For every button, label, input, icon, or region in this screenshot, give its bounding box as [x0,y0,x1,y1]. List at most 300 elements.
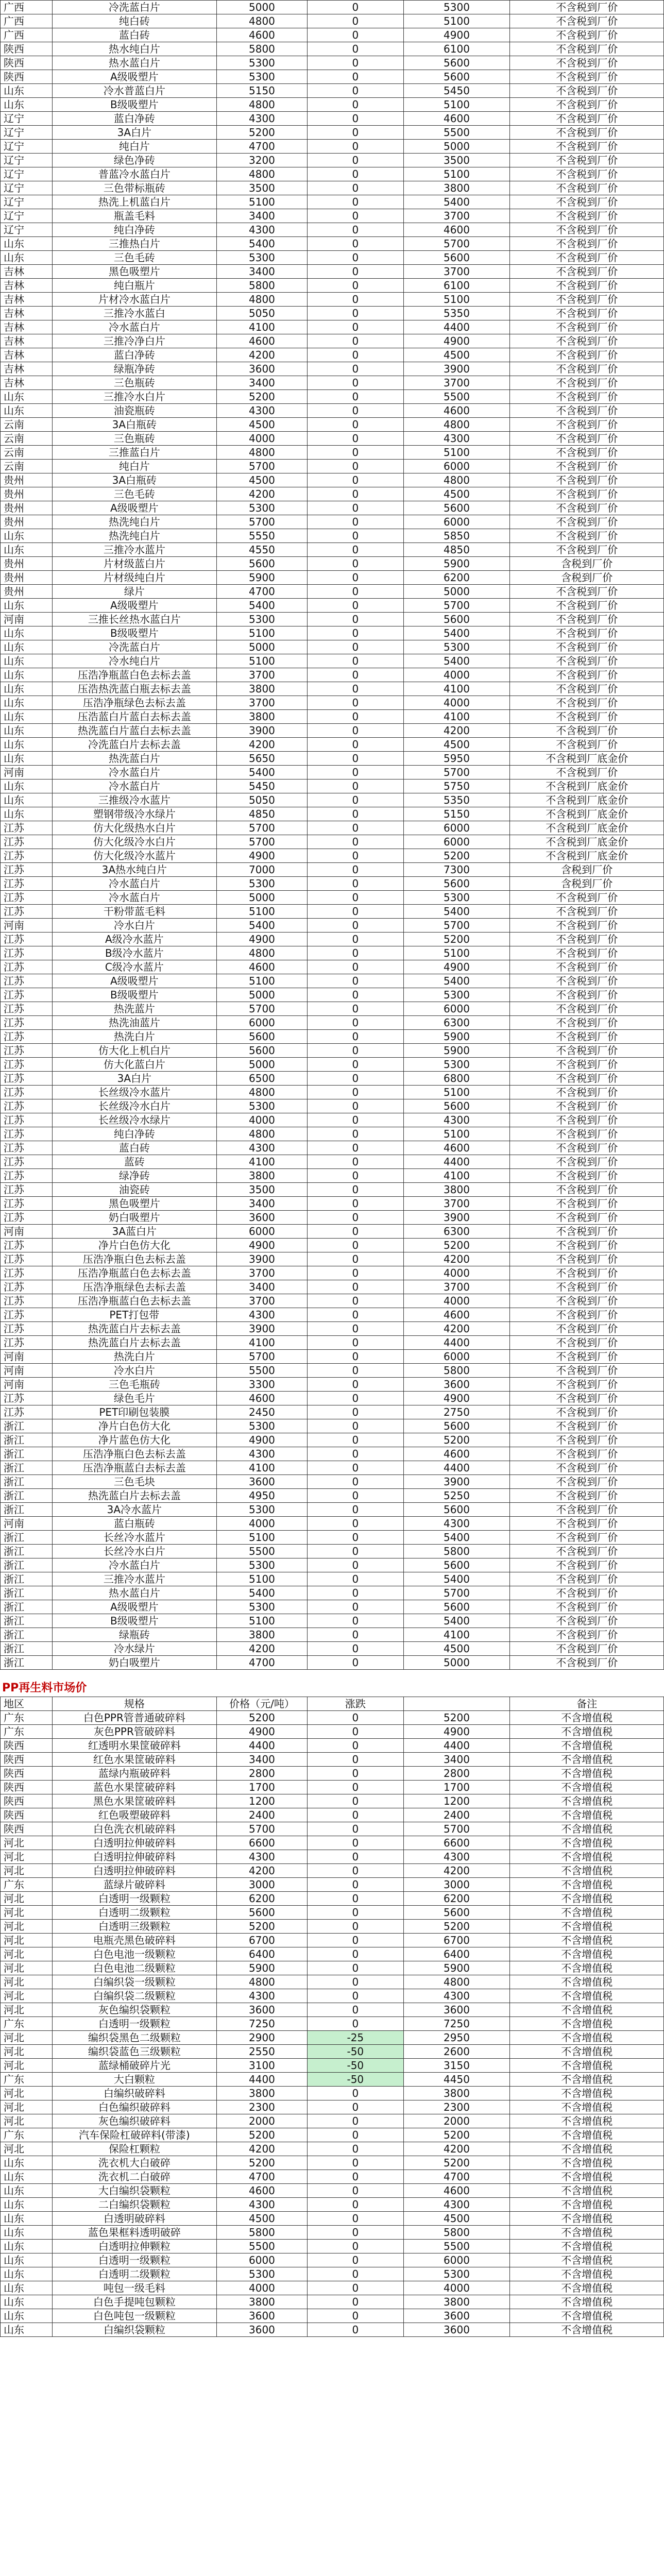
pp-row-cell: 不含增值税 [510,2142,664,2156]
pet-row-cell: 冷水蓝白片 [52,877,216,891]
pet-row-cell: 贵州 [1,571,53,585]
pet-row [1,946,664,960]
pet-row [1,473,664,487]
pet-row [1,1642,664,1656]
pet-row-cell: 4800 [403,418,510,432]
pet-row-cell: 不含税到厂价 [510,1197,664,1211]
pet-row [1,390,664,404]
pp-row [1,1975,664,1989]
pet-row [1,1058,664,1072]
pet-row-cell: 4400 [403,1336,510,1350]
pet-row-cell: 奶白吸塑片 [52,1656,216,1670]
pet-row-cell: 5350 [403,307,510,320]
pet-row-cell: 冷水白片 [52,1364,216,1378]
pp-row [1,1794,664,1808]
pp-row-cell: 4300 [403,1989,510,2003]
pet-row-cell: 不含税到厂价 [510,738,664,752]
pet-row-cell: 0 [308,167,403,181]
pet-row-cell: 不含税到厂价 [510,265,664,279]
pet-row-cell: 不含税到厂价 [510,919,664,933]
pp-row-cell: 汽车保险杠破碎料(带漆) [52,2128,216,2142]
pet-row-cell: 不含税到厂价 [510,1099,664,1113]
pet-row-cell: 江苏 [1,1183,53,1197]
pet-row-cell: 热水纯白片 [52,42,216,56]
pp-row [1,1767,664,1781]
pet-row-cell: 4300 [216,1308,307,1322]
pp-row-cell: 0 [308,2017,403,2031]
pp-header-cell: 涨跌 [308,1697,403,1711]
pet-row-cell: 0 [308,1350,403,1364]
pet-row-cell: 0 [308,1642,403,1656]
pet-row-cell: 4000 [216,432,307,446]
pet-row-cell: 不含税到厂底金价 [510,807,664,821]
pp-row-cell: 5700 [216,1822,307,1836]
pet-row-cell: 浙江 [1,1475,53,1489]
pp-row-cell: 不含增值税 [510,1808,664,1822]
pet-row-cell: 河南 [1,613,53,626]
pet-row [1,320,664,334]
pp-row-cell: 不含增值税 [510,2059,664,2073]
pet-row-cell: 5800 [216,279,307,293]
pet-row-cell: 不含税到厂价 [510,1211,664,1225]
pet-row-cell: 吉林 [1,362,53,376]
pp-row-cell: 0 [308,1711,403,1725]
pp-row-cell: 河北 [1,1836,53,1850]
pet-row-cell: 不含税到厂价 [510,654,664,668]
pp-row-cell: 蓝色水果筐破碎料 [52,1781,216,1794]
pp-row-cell: 白透明二级颗粒 [52,1906,216,1920]
pet-row-cell: 3400 [216,265,307,279]
pet-row-cell: 不含税到厂价 [510,501,664,515]
pp-row-cell: 5900 [216,1961,307,1975]
pet-row [1,404,664,418]
pet-row-cell: 不含税到厂价 [510,543,664,557]
pp-row-cell: 0 [308,1781,403,1794]
pet-row-cell: 5450 [216,779,307,793]
pet-row-cell: 河南 [1,1225,53,1239]
pet-row [1,1030,664,1044]
pet-row [1,460,664,473]
pet-row-cell: A级吸塑片 [52,1600,216,1614]
pet-row-cell: 不含税到厂价 [510,1447,664,1461]
pet-row-cell: 三推冷水蓝白 [52,307,216,320]
pet-row-cell: 0 [308,571,403,585]
pet-row-cell: 贵州 [1,487,53,501]
pet-row-cell: 不含税到厂价 [510,1225,664,1239]
pet-row-cell: 0 [308,933,403,946]
pp-row [1,2059,664,2073]
pet-row [1,1016,664,1030]
pet-row-cell: 0 [308,223,403,237]
pet-row-cell: 不含税到厂价 [510,668,664,682]
pet-row-cell: 江苏 [1,877,53,891]
pet-row-cell: 0 [308,418,403,432]
pet-row-cell: 不含税到厂价 [510,1113,664,1127]
pet-row-cell: 5300 [403,891,510,905]
pp-row-cell: 0 [308,2114,403,2128]
pp-row-cell: 不含增值税 [510,2226,664,2240]
pp-row-cell: 5700 [403,1822,510,1836]
pp-row-cell: 不含增值税 [510,2100,664,2114]
pet-row-cell: 3700 [216,696,307,710]
pp-row-cell: 6700 [216,1934,307,1947]
pp-row-cell: 白色手提吨包颗粒 [52,2295,216,2309]
pet-row-cell: 6500 [216,1072,307,1086]
pp-row [1,1920,664,1934]
pp-row-cell: 保险杠颗粒 [52,2142,216,2156]
pet-row [1,821,664,835]
pet-row-cell: 6000 [403,1002,510,1016]
pet-row-cell: 5100 [403,446,510,460]
pp-header-cell: 规格 [52,1697,216,1711]
pet-row [1,1183,664,1197]
pet-row-cell: 5800 [216,42,307,56]
pet-row-cell: 含税到厂价 [510,557,664,571]
pet-row-cell: 0 [308,682,403,696]
pet-row [1,1628,664,1642]
pet-row-cell: 三色瓶砖 [52,432,216,446]
pet-row [1,307,664,320]
pet-row-cell: 长丝冷水蓝片 [52,1531,216,1545]
pp-row-cell: 4300 [403,1850,510,1864]
pet-row-cell: 不含税到厂价 [510,140,664,154]
pet-row-cell: 不含税到厂价 [510,56,664,70]
pet-row-cell: 三色毛瓶砖 [52,1378,216,1392]
pet-row-cell: 不含税到厂价 [510,1322,664,1336]
pp-row [1,1961,664,1975]
pp-price-table [0,1697,664,2337]
pet-row-cell: 山东 [1,84,53,98]
pp-row-cell: 4000 [216,2281,307,2295]
pet-row-cell: 不含税到厂价 [510,84,664,98]
pet-row-cell: 浙江 [1,1614,53,1628]
pp-row-cell: 4200 [403,2142,510,2156]
pet-row [1,1211,664,1225]
pet-row-cell: 5900 [403,1030,510,1044]
pet-row-cell: 3800 [216,682,307,696]
pp-row [1,2198,664,2212]
pet-row-cell: A级吸塑片 [52,70,216,84]
pet-row-cell: 片材级蓝白片 [52,557,216,571]
pp-row-cell: 河北 [1,1961,53,1975]
pet-row-cell: 5600 [216,1044,307,1058]
pp-row-cell: 4500 [403,2212,510,2226]
pet-row-cell: 不含税到厂价 [510,195,664,209]
pp-row-cell: 不含增值税 [510,2017,664,2031]
pet-row-cell: 3800 [403,1183,510,1197]
pet-row-cell: 3600 [216,1475,307,1489]
pet-row-cell: 普蓝冷水蓝白片 [52,167,216,181]
pet-row-cell: 0 [308,1155,403,1169]
pet-row-cell: 吉林 [1,334,53,348]
pet-row-cell: 不含税到厂价 [510,585,664,599]
pp-row-cell: 白透明二级颗粒 [52,2267,216,2281]
pp-row-cell: -50 [308,2059,403,2073]
pet-row-cell: 4600 [216,334,307,348]
pet-row-cell: 3400 [216,1197,307,1211]
pet-row-cell: 贵州 [1,585,53,599]
pp-row-cell: -50 [308,2045,403,2059]
pet-row-cell: 江苏 [1,1308,53,1322]
pet-row-cell: 0 [308,557,403,571]
pp-row-cell: 灰色PPR管破碎料 [52,1725,216,1739]
pet-row-cell: A级吸塑片 [52,974,216,988]
pet-row [1,1364,664,1378]
pp-row-cell: 0 [308,2295,403,2309]
pet-row-cell: 5600 [403,1099,510,1113]
pet-row-cell: 0 [308,1531,403,1545]
pet-row-cell: 冷水蓝白片 [52,891,216,905]
pet-row-cell: 吉林 [1,307,53,320]
pet-row-cell: 0 [308,84,403,98]
pet-row [1,1405,664,1419]
pet-row-cell: 5350 [403,793,510,807]
pet-row-cell: 0 [308,1475,403,1489]
pet-row-cell: 江苏 [1,1280,53,1294]
pet-row [1,557,664,571]
pp-row-cell: 广东 [1,2017,53,2031]
pp-row-cell: 河北 [1,1920,53,1934]
pet-row-cell: 冷洗蓝白片 [52,640,216,654]
pet-row-cell: 江苏 [1,1322,53,1336]
pet-row [1,724,664,738]
pet-row-cell: 河南 [1,1517,53,1531]
pet-row-cell: 江苏 [1,1239,53,1252]
pet-row-cell: 5500 [216,1364,307,1378]
pet-row-cell: 6000 [216,1016,307,1030]
pet-row-cell: 3A白片 [52,1072,216,1086]
pet-row-cell: 纯白砖 [52,14,216,28]
pp-row-cell: 不含增值税 [510,2281,664,2295]
pet-row-cell: 4000 [216,1517,307,1531]
pp-row-cell: 5200 [216,2156,307,2170]
pet-row [1,1531,664,1545]
pp-row-cell: 白编织袋颗粒 [52,2323,216,2337]
pet-row-cell: 5750 [403,779,510,793]
pet-row-cell: 4100 [216,320,307,334]
pp-header-cell: 地区 [1,1697,53,1711]
pet-row-cell: 热水蓝白片 [52,1586,216,1600]
pet-row-cell: 4700 [216,140,307,154]
pet-row [1,1141,664,1155]
pp-row-cell: 6000 [403,2253,510,2267]
pet-row [1,265,664,279]
pet-row-cell: 0 [308,1558,403,1572]
pet-row-cell: 瓶盖毛料 [52,209,216,223]
pet-row-cell: 不含税到厂价 [510,1169,664,1183]
pet-row-cell: 0 [308,279,403,293]
pet-row-cell: 江苏 [1,1392,53,1405]
pp-row-cell: 白透明拉伸破碎料 [52,1864,216,1878]
pet-row-cell: 不含税到厂价 [510,251,664,265]
pet-row-cell: 不含税到厂价 [510,1419,664,1433]
pet-row-cell: 冷洗蓝白片 [52,1,216,14]
pet-row [1,919,664,933]
pet-row-cell: 0 [308,668,403,682]
pet-row-cell: 0 [308,1503,403,1517]
pet-row-cell: 浙江 [1,1419,53,1433]
pet-row-cell: 不含税到厂价 [510,988,664,1002]
pp-row-cell: 0 [308,1947,403,1961]
pet-row-cell: 6000 [403,460,510,473]
pp-row-cell: 7250 [403,2017,510,2031]
pp-row-cell: 黑色水果筐破碎料 [52,1794,216,1808]
pet-row-cell: 5600 [403,1419,510,1433]
pet-row-cell: 热洗蓝片 [52,1002,216,1016]
pp-row [1,1864,664,1878]
pp-row-cell: 4600 [403,2184,510,2198]
pp-row [1,1878,664,1892]
pet-row-cell: 5100 [403,1086,510,1099]
pp-row-cell: 2400 [216,1808,307,1822]
pp-row-cell: 河北 [1,1989,53,2003]
pet-row-cell: 4200 [216,738,307,752]
pet-row-cell: 片材冷水蓝白片 [52,293,216,307]
pet-row-cell: 热水蓝白片 [52,56,216,70]
pp-row-cell: 4700 [216,2170,307,2184]
pp-section-title: PP再生料市场价 [2,1682,87,1694]
pet-row-cell: 0 [308,28,403,42]
pet-row-cell: 0 [308,195,403,209]
pet-row-cell: A级冷水蓝片 [52,933,216,946]
pet-row-cell: 不含税到厂价 [510,334,664,348]
pet-row-cell: 3A白瓶砖 [52,418,216,432]
pet-row-cell: 长丝级冷水蓝片 [52,1086,216,1099]
pet-row-cell: 5700 [216,835,307,849]
pp-row [1,1892,664,1906]
pet-row-cell: 4000 [403,696,510,710]
pet-row-cell: 0 [308,126,403,140]
pp-row [1,2073,664,2087]
pet-row-cell: 5550 [216,529,307,543]
pet-row-cell: 不含税到厂价 [510,599,664,613]
pet-row-cell: 0 [308,293,403,307]
pet-row-cell: 冷水蓝白片 [52,766,216,779]
pet-row-cell: 河南 [1,919,53,933]
pet-row-cell: 5150 [403,807,510,821]
pet-row-cell: 4200 [216,487,307,501]
pet-row [1,571,664,585]
pp-row-cell: 1700 [216,1781,307,1794]
pet-row [1,793,664,807]
pet-row [1,1392,664,1405]
pet-row-cell: 江苏 [1,1141,53,1155]
pet-row-cell: 3600 [216,362,307,376]
pet-row-cell: 0 [308,251,403,265]
pet-row-cell: 浙江 [1,1531,53,1545]
pet-row [1,126,664,140]
pet-row-cell: 江苏 [1,960,53,974]
pp-row-cell: 白色编织破碎料 [52,2100,216,2114]
pet-row-cell: 贵州 [1,557,53,571]
pp-row-cell: 1700 [403,1781,510,1794]
pet-row-cell: 江苏 [1,1113,53,1127]
pet-row [1,835,664,849]
pp-row-cell: 5200 [216,1920,307,1934]
pet-row [1,1350,664,1364]
pet-row-cell: 绿片 [52,585,216,599]
pet-row-cell: 不含税到厂价 [510,432,664,446]
pet-row-cell: 4400 [403,320,510,334]
pet-row-cell: 5100 [216,1572,307,1586]
pp-row [1,2253,664,2267]
pet-row-cell: 4200 [403,1322,510,1336]
pp-row-cell: 0 [308,2156,403,2170]
pet-row-cell: 不含税到厂价 [510,613,664,626]
pet-row-cell: 7000 [216,863,307,877]
pet-row-cell: 0 [308,404,403,418]
pet-row-cell: 4900 [403,1392,510,1405]
pet-row [1,209,664,223]
pp-row-cell: 0 [308,1975,403,1989]
pet-row [1,1586,664,1600]
pet-row-cell: 不含税到厂价 [510,98,664,112]
pet-row-cell: 吉林 [1,320,53,334]
pet-row-cell: 山东 [1,640,53,654]
pp-row-cell: 白透明拉伸破碎料 [52,1836,216,1850]
pet-row-cell: 江苏 [1,1155,53,1169]
pet-row-cell: 4900 [403,28,510,42]
pet-row-cell: 陕西 [1,56,53,70]
pet-row-cell: 山东 [1,529,53,543]
pet-row-cell: 5300 [403,1058,510,1072]
pp-row-cell: 0 [308,1934,403,1947]
pet-row-cell: 山东 [1,696,53,710]
pet-row-cell: 江苏 [1,1294,53,1308]
pp-row-cell: 0 [308,1989,403,2003]
pp-row [1,1753,664,1767]
pet-row-cell: 5100 [216,974,307,988]
pet-row-cell: 吉林 [1,279,53,293]
pet-row-cell: 3400 [216,1280,307,1294]
pet-row-cell: 5100 [216,654,307,668]
pp-row-cell: 4300 [216,2198,307,2212]
pet-row-cell: 4300 [216,404,307,418]
pet-row-cell: 0 [308,181,403,195]
pp-row-cell: 广东 [1,2128,53,2142]
pp-row-cell: 不含增值税 [510,1892,664,1906]
pet-row-cell: 3900 [216,724,307,738]
pp-row-cell: 不含增值税 [510,2295,664,2309]
pp-row-cell: 河北 [1,2087,53,2100]
pp-row-cell: 不含增值税 [510,1920,664,1934]
pet-row [1,42,664,56]
pp-row-cell: 不含增值税 [510,2031,664,2045]
pet-row-cell: 江苏 [1,835,53,849]
pet-row [1,752,664,766]
pp-row-cell: 灰色编织袋颗粒 [52,2003,216,2017]
pp-row-cell: 5200 [403,1711,510,1725]
pp-row [1,2212,664,2226]
pet-row-cell: 4600 [403,1141,510,1155]
pp-row-cell: 河北 [1,1934,53,1947]
pet-row-cell: B级吸塑片 [52,988,216,1002]
pet-row-cell: 热洗上机蓝白片 [52,195,216,209]
pet-row-cell: 不含税到厂价 [510,1628,664,1642]
pet-row [1,766,664,779]
pet-row-cell: 5400 [216,919,307,933]
pp-row [1,2184,664,2198]
pp-row [1,2100,664,2114]
pp-row-cell: 5500 [403,2240,510,2253]
pet-row-cell: 0 [308,1086,403,1099]
pet-row-cell: 浙江 [1,1586,53,1600]
pet-row-cell: 不含税到厂价 [510,710,664,724]
pet-row-cell: 4300 [403,1517,510,1531]
pet-row-cell: 江苏 [1,933,53,946]
pp-row-cell: 0 [308,1725,403,1739]
pp-row-cell: 编织袋蓝色三级颗粒 [52,2045,216,2059]
